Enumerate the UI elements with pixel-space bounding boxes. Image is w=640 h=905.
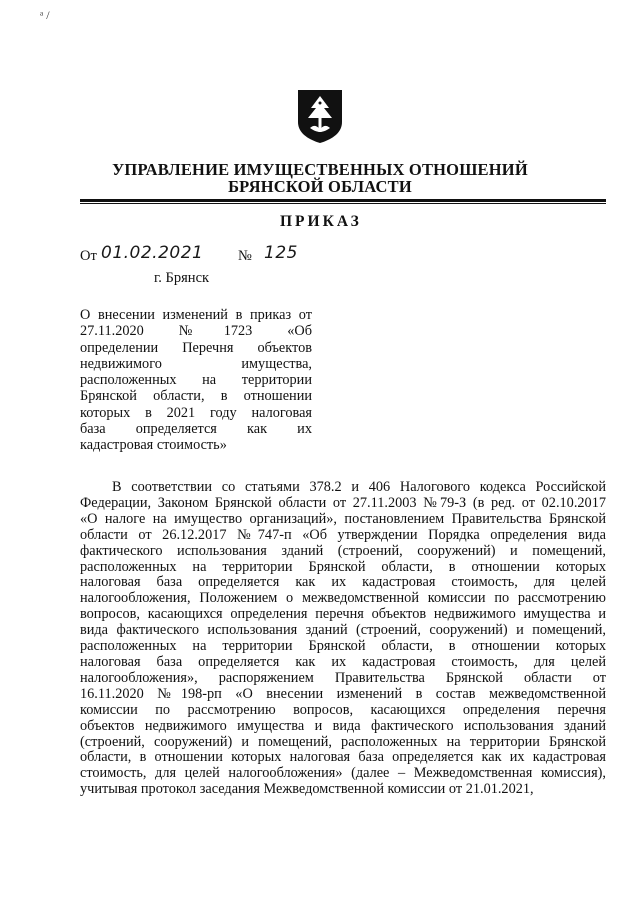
- subject-line: расположенных на территории: [80, 372, 312, 389]
- header-rule-thick: [80, 199, 606, 202]
- body-line: расположенных на территории Брянской области, в отношении которых: [80, 638, 606, 655]
- body-line: 16.11.2020 №198-рп «О внесении изменений в состав межведомственной: [80, 685, 606, 702]
- coat-of-arms-icon: [296, 88, 344, 144]
- number-prefix: №: [238, 248, 252, 264]
- subject-line: кадастровая стоимость»: [80, 437, 227, 454]
- body-line: налоговая база определяется как их кадастровая стоимость, для целей: [80, 653, 606, 670]
- subject-line: 27.11.2020 №1723 «Об: [80, 323, 312, 340]
- body-line: расположенных на территории Брянской области, в отношении которых: [80, 558, 606, 575]
- body-line: Федерации, Законом Брянской области от 27.11.2003 №79-З (в ред. от 02.10.2017: [80, 494, 606, 511]
- number-handwritten: 125: [264, 243, 298, 263]
- scan-mark: ᵃ /: [40, 8, 50, 22]
- body-line: области от 26.12.2017 №747-п «Об утверждении Порядка определения вида: [80, 526, 606, 543]
- body-line: (строений, сооружений) и помещений, расположенных на территории Брянской: [80, 733, 606, 750]
- body-line: налогообложения, Положением о межведомственной комиссии по рассмотрению: [80, 590, 606, 607]
- doc-type-title: ПРИКАЗ: [280, 213, 362, 230]
- body-line: «О налоге на имущество организаций», постановлением Правительства Брянской: [80, 510, 606, 527]
- body-line: вопросов, касающихся определения перечня объектов недвижимого имущества и: [80, 606, 606, 623]
- body-line: объектов недвижимого имущества и вида фактического использования зданий: [80, 717, 606, 734]
- body-line: стоимость, для целей налогообложения» (далее – Межведомственная комиссия),: [80, 765, 606, 782]
- body-line: области, в отношении которых налоговая база определяется как их кадастровая: [80, 749, 606, 766]
- body-line: фактического использования зданий (строений, сооружений) и помещений,: [80, 542, 606, 559]
- org-title-line1: УПРАВЛЕНИЕ ИМУЩЕСТВЕННЫХ ОТНОШЕНИЙ: [112, 160, 528, 179]
- date-prefix: От: [80, 248, 97, 264]
- city-label: г. Брянск: [154, 270, 210, 286]
- subject-line: база определяется как их: [80, 421, 312, 438]
- header-rule-thin: [80, 203, 606, 204]
- body-line: В соответствии со статьями 378.2 и 406 Налогового кодекса Российской: [112, 479, 606, 495]
- body-line: налогообложения», распоряжением Правительства Брянской области от: [80, 669, 606, 686]
- body-line: налоговая база определяется как их кадастровая стоимость, для целей: [80, 574, 606, 591]
- date-handwritten: 01.02.2021: [101, 243, 204, 263]
- subject-line: Брянской области, в отношении: [80, 388, 312, 405]
- subject-block: [80, 307, 312, 454]
- subject-line: определении Перечня объектов: [80, 339, 312, 356]
- subject-line: недвижимого имущества,: [80, 355, 312, 372]
- org-title-line2: БРЯНСКОЙ ОБЛАСТИ: [228, 177, 412, 196]
- body-line: вида фактического использования зданий (строений, сооружений) и помещений,: [80, 622, 606, 639]
- subject-line: которых в 2021 году налоговая: [80, 404, 312, 421]
- body-line: учитывая протокол заседания Межведомственной комиссии от 21.01.2021,: [80, 781, 534, 798]
- body-paragraph: [80, 480, 606, 798]
- subject-line: О внесении изменений в приказ от: [80, 307, 312, 323]
- body-line: комиссии по рассмотрению вопросов, касающихся определения перечня: [80, 701, 606, 718]
